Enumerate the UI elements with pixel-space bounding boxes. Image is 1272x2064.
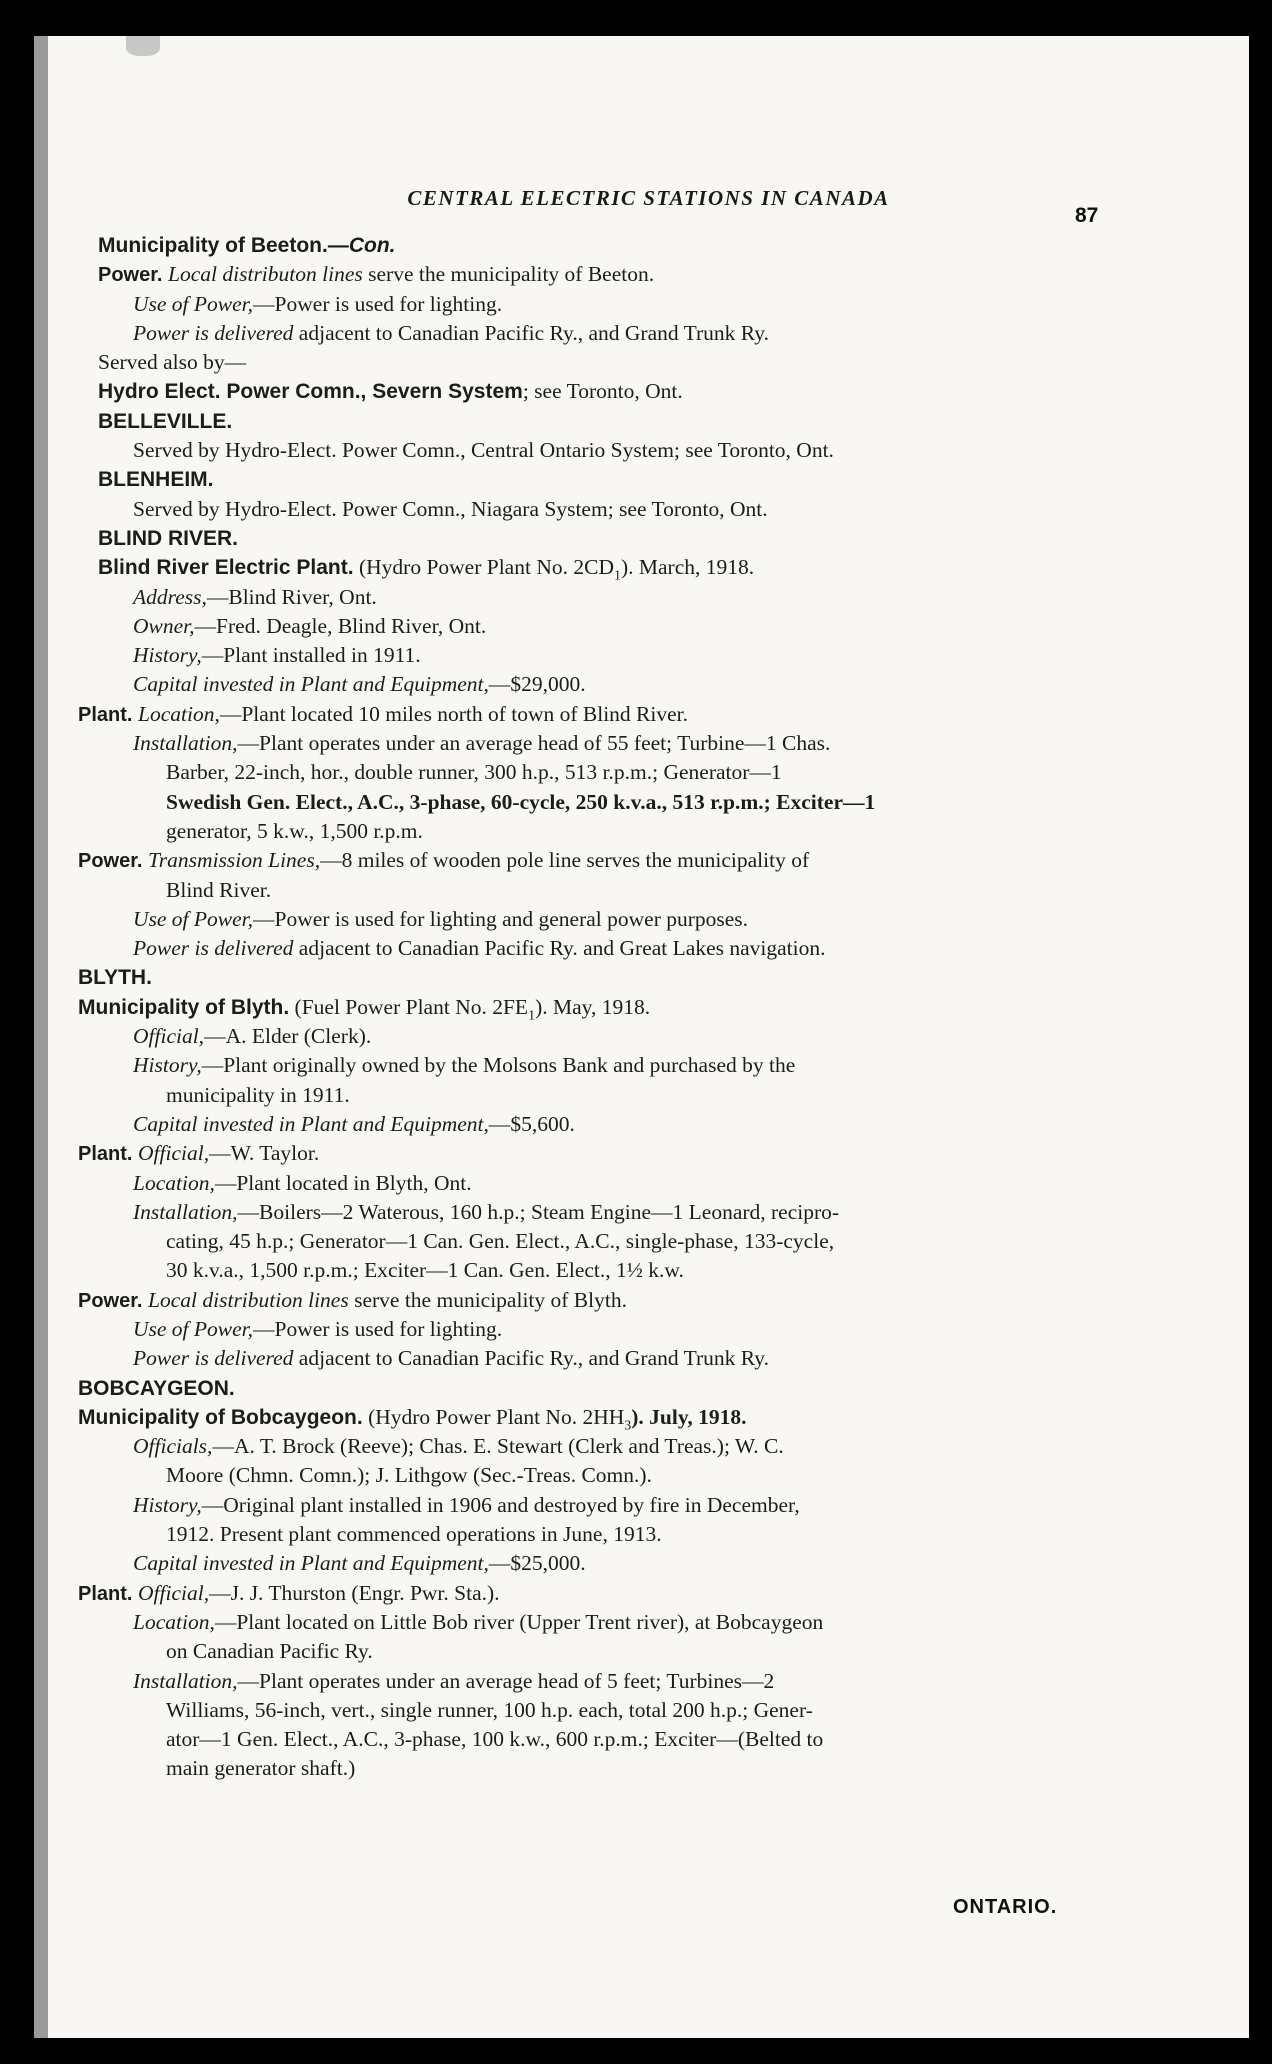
text-run: History, [133, 643, 202, 668]
text-line [78, 1198, 1128, 1227]
text-line [78, 436, 1128, 465]
text-run: —Power is used for lighting and general power purposes. [253, 906, 749, 931]
page-body [78, 231, 1128, 1784]
text-line [78, 905, 1128, 934]
text-run: —A. Elder (Clerk). [204, 1024, 372, 1049]
text-run: ; see Toronto, Ont. [522, 379, 683, 404]
text-run: Capital invested in Plant and Equipment, [133, 1111, 489, 1136]
text-run: Power is delivered [133, 1346, 294, 1371]
text-run: Blind River. [166, 877, 272, 902]
text-run: Location, [133, 1170, 215, 1195]
text-line [78, 1139, 1128, 1168]
text-run: Power. [78, 850, 149, 873]
text-run: —Power is used for lighting. [253, 1316, 503, 1341]
text-run: —A. T. Brock (Reeve); Chas. E. Stewart (Clerk and Treas.); W. C. [212, 1434, 784, 1459]
text-line [78, 876, 1128, 905]
text-line [78, 1256, 1128, 1285]
text-run: Power is delivered [133, 936, 294, 961]
text-run: —Plant operates under an average head of 55 feet; Turbine—1 Chas. [237, 731, 831, 756]
text-line [78, 729, 1128, 758]
text-run: Official, [133, 1024, 205, 1049]
text-run: Capital invested in Plant and Equipment, [133, 1551, 489, 1576]
text-run: Williams, 56-inch, vert., single runner, 100 h.p. each, total 200 h.p.; Gener- [166, 1697, 813, 1722]
text-line [78, 1169, 1128, 1198]
text-line [78, 1608, 1128, 1637]
footer-province: ONTARIO. [953, 1896, 1058, 1918]
text-run: ). March, 1918. [620, 555, 755, 580]
text-line [78, 1491, 1128, 1520]
text-run: Address, [133, 584, 207, 609]
text-run: main generator shaft.) [166, 1756, 356, 1781]
text-run: Served by Hydro-Elect. Power Comn., Central Ontario System; see Toronto, Ont. [133, 438, 834, 463]
text-run: Barber, 22-inch, hor., double runner, 300 h.p., 513 r.p.m.; Generator—1 [166, 760, 782, 785]
text-run: Municipality of Bobcaygeon. [78, 1405, 363, 1429]
text-run: —J. J. Thurston (Engr. Pwr. Sta.). [209, 1580, 500, 1605]
text-line [78, 377, 1128, 406]
text-run: Official, [138, 1580, 210, 1605]
text-line [78, 1667, 1128, 1696]
text-run: adjacent to Canadian Pacific Ry. and Great Lakes navigation. [293, 936, 826, 961]
text-run: —Blind River, Ont. [206, 584, 377, 609]
text-run: (Hydro Power Plant No. 2HH [362, 1404, 625, 1429]
text-line [78, 1432, 1128, 1461]
text-line [78, 1315, 1128, 1344]
scan-corner-mark [126, 36, 160, 56]
text-run: Transmission Lines, [148, 848, 321, 873]
text-line [78, 934, 1128, 963]
text-run: cating, 45 h.p.; Generator—1 Can. Gen. Elect., A.C., single-phase, 133-cycle, [166, 1229, 835, 1254]
text-run: serve the municipality of Beeton. [362, 262, 655, 287]
text-line [78, 993, 1128, 1022]
text-run: ). July, 1918. [631, 1404, 747, 1429]
text-line [78, 495, 1128, 524]
text-run: Plant. [78, 703, 139, 726]
text-line [78, 1286, 1128, 1315]
text-line [78, 758, 1128, 787]
text-run: Power is delivered [133, 320, 294, 345]
text-run: ). May, 1918. [535, 994, 651, 1019]
text-line [78, 700, 1128, 729]
text-run: Installation, [133, 1668, 238, 1693]
text-run: —Power is used for lighting. [253, 291, 503, 316]
text-line [78, 231, 1128, 260]
text-run: Installation, [133, 731, 238, 756]
text-run: on Canadian Pacific Ry. [166, 1639, 373, 1664]
text-run: 30 k.v.a., 1,500 r.p.m.; Exciter—1 Can. Gen. Elect., 1½ k.w. [166, 1258, 684, 1283]
text-run: Owner, [133, 613, 195, 638]
text-line [78, 1227, 1128, 1256]
text-run: —$29,000. [488, 672, 586, 697]
text-line [78, 407, 1128, 436]
text-run: Con. [348, 234, 396, 257]
text-run: BOBCAYGEON. [78, 1376, 235, 1400]
text-line [78, 1403, 1128, 1432]
document-page [34, 36, 1249, 2038]
text-run: Hydro Elect. Power Comn., Severn System [98, 380, 523, 404]
text-line [78, 1051, 1128, 1080]
text-line [78, 524, 1128, 553]
text-run: Installation, [133, 1199, 238, 1224]
text-run: Served also by— [98, 350, 247, 375]
text-run: Use of Power, [133, 291, 254, 316]
text-run: —Plant located on Little Bob river (Upper Trent river), at Bobcaygeon [214, 1609, 824, 1634]
text-run: —$5,600. [488, 1111, 575, 1136]
text-line [78, 641, 1128, 670]
text-run: Municipality of Beeton.— [98, 234, 349, 257]
text-line [78, 1374, 1128, 1403]
text-line [78, 788, 1128, 817]
text-run: ator—1 Gen. Elect., A.C., 3-phase, 100 k.w., 600 r.p.m.; Exciter—(Belted to [166, 1727, 824, 1752]
text-run: —Plant located in Blyth, Ont. [214, 1170, 472, 1195]
text-line [78, 1725, 1128, 1754]
text-line [78, 1549, 1128, 1578]
text-run: Swedish Gen. Elect., A.C., 3-phase, 60-cycle, 250 k.v.a., 513 r.p.m.; Exciter—1 [166, 789, 876, 814]
text-line [78, 1637, 1128, 1666]
text-line [78, 1461, 1128, 1490]
text-line [78, 846, 1128, 875]
text-run: —W. Taylor. [209, 1141, 320, 1166]
subscript: 3 [624, 1418, 632, 1434]
text-run: Official, [138, 1141, 210, 1166]
text-run: Moore (Chmn. Comn.); J. Lithgow (Sec.-Treas. Comn.). [166, 1463, 652, 1488]
text-line [78, 1110, 1128, 1139]
text-run: —Plant originally owned by the Molsons Bank and purchased by the [201, 1053, 796, 1078]
text-run: Power. [98, 264, 169, 287]
text-line [78, 553, 1128, 582]
text-run: BELLEVILLE. [98, 409, 233, 433]
text-line [78, 260, 1128, 289]
text-run: municipality in 1911. [166, 1082, 350, 1107]
text-line [78, 348, 1128, 377]
text-line [78, 817, 1128, 846]
text-run: Capital invested in Plant and Equipment, [133, 672, 489, 697]
text-run: (Fuel Power Plant No. 2FE [289, 994, 529, 1019]
text-run: Use of Power, [133, 1316, 254, 1341]
text-run: History, [133, 1492, 202, 1517]
text-run: —Plant located 10 miles north of town of Blind River. [219, 701, 689, 726]
text-run: BLYTH. [78, 966, 152, 990]
text-line [78, 1344, 1128, 1373]
text-line [78, 583, 1128, 612]
text-run: History, [133, 1053, 202, 1078]
text-run: Blind River Electric Plant. [98, 556, 354, 580]
text-line [78, 963, 1128, 992]
text-run: BLIND RIVER. [98, 526, 239, 550]
text-line [78, 1022, 1128, 1051]
running-header: CENTRAL ELECTRIC STATIONS IN CANADA [407, 186, 890, 210]
text-run: Location, [133, 1609, 215, 1634]
text-line [78, 1696, 1128, 1725]
text-run: —Plant operates under an average head of 5 feet; Turbines—2 [237, 1668, 775, 1693]
page-number: 87 [1075, 204, 1099, 227]
text-run: 1912. Present plant commenced operations in June, 1913. [166, 1522, 662, 1547]
text-run: —Original plant installed in 1906 and destroyed by fire in December, [201, 1492, 800, 1517]
text-run: —8 miles of wooden pole line serves the municipality of [320, 848, 810, 873]
text-run: —Plant installed in 1911. [201, 643, 421, 668]
text-run: (Hydro Power Plant No. 2CD [353, 555, 614, 580]
text-line [78, 465, 1128, 494]
text-run: adjacent to Canadian Pacific Ry., and Grand Trunk Ry. [293, 320, 769, 345]
text-line [78, 612, 1128, 641]
text-line [78, 290, 1128, 319]
text-run: Plant. [78, 1143, 139, 1166]
text-run: Local distribution lines [148, 1287, 349, 1312]
text-run: Local distributon lines [168, 262, 363, 287]
text-run: adjacent to Canadian Pacific Ry., and Grand Trunk Ry. [293, 1346, 769, 1371]
text-run: Use of Power, [133, 906, 254, 931]
text-run: serve the municipality of Blyth. [348, 1287, 627, 1312]
text-line [78, 1520, 1128, 1549]
text-line [78, 670, 1128, 699]
text-run: —$25,000. [488, 1551, 586, 1576]
text-run: generator, 5 k.w., 1,500 r.p.m. [166, 818, 423, 843]
text-line [78, 319, 1128, 348]
subscript: 1 [613, 568, 621, 584]
text-run: —Fred. Deagle, Blind River, Ont. [194, 613, 487, 638]
text-run: —Boilers—2 Waterous, 160 h.p.; Steam Engine—1 Leonard, recipro- [237, 1199, 840, 1224]
text-line [78, 1081, 1128, 1110]
text-run: Officials, [133, 1434, 213, 1459]
text-run: Plant. [78, 1582, 139, 1605]
text-run: BLENHEIM. [98, 468, 214, 492]
text-run: Served by Hydro-Elect. Power Comn., Niagara System; see Toronto, Ont. [133, 496, 768, 521]
subscript: 1 [528, 1008, 536, 1024]
text-run: Power. [78, 1289, 149, 1312]
text-line [78, 1754, 1128, 1783]
text-run: Municipality of Blyth. [78, 995, 290, 1019]
text-line [78, 1579, 1128, 1608]
text-run: Location, [138, 701, 220, 726]
